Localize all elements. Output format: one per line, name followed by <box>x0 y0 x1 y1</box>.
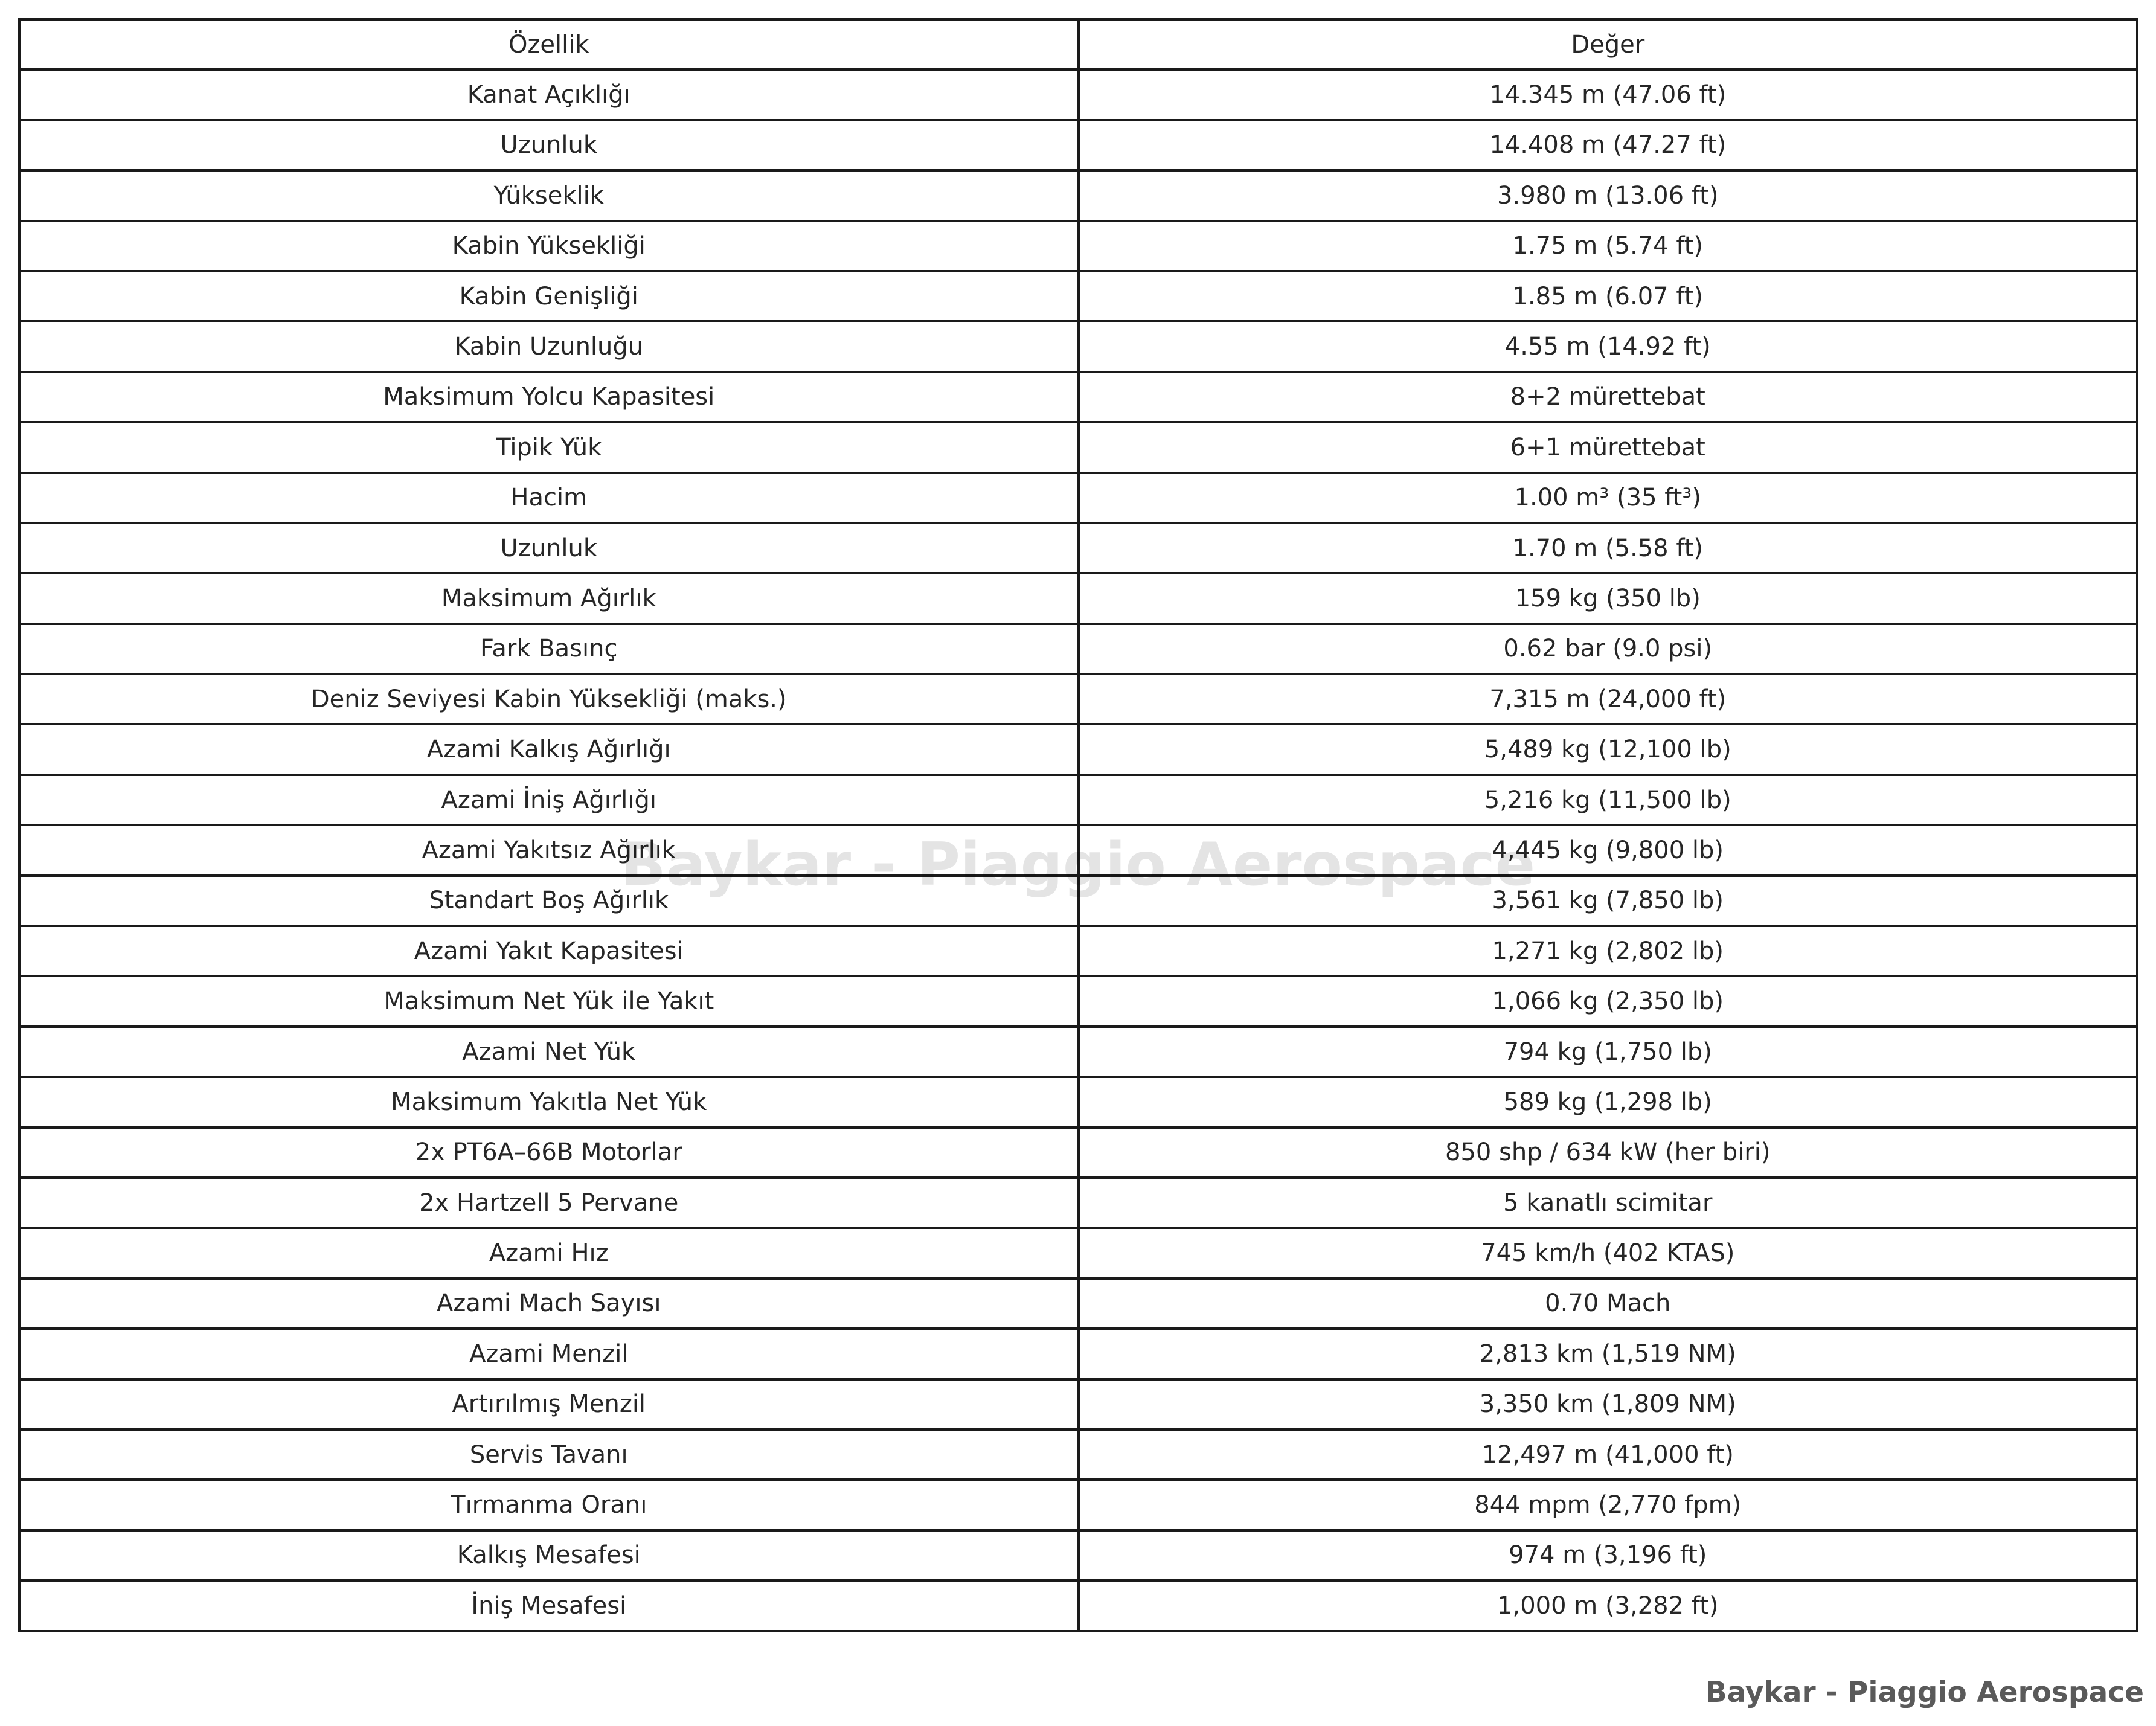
table-row <box>19 1128 2137 1178</box>
table-row <box>19 422 2137 472</box>
feature-cell: Tırmanma Oranı <box>19 1480 1079 1530</box>
table-row <box>19 321 2137 371</box>
feature-cell: Tipik Yük <box>19 422 1079 472</box>
value-cell: 1.75 m (5.74 ft) <box>1079 221 2138 271</box>
table-row <box>19 1480 2137 1530</box>
feature-cell: Artırılmış Menzil <box>19 1379 1079 1429</box>
value-cell: 3,350 km (1,809 NM) <box>1079 1379 2138 1429</box>
table-row <box>19 372 2137 422</box>
table-row <box>19 573 2137 623</box>
table-row <box>19 1228 2137 1278</box>
table-row <box>19 69 2137 120</box>
value-cell: 2,813 km (1,519 NM) <box>1079 1329 2138 1379</box>
feature-cell: Kabin Genişliği <box>19 271 1079 321</box>
value-cell: 3,561 kg (7,850 lb) <box>1079 876 2138 926</box>
table-row <box>19 674 2137 724</box>
feature-cell: Azami Hız <box>19 1228 1079 1278</box>
value-cell: 6+1 mürettebat <box>1079 422 2138 472</box>
watermark-corner: Baykar - Piaggio Aerospace <box>1705 1676 2144 1709</box>
feature-cell: Azami Yakıt Kapasitesi <box>19 926 1079 976</box>
value-cell: 844 mpm (2,770 fpm) <box>1079 1480 2138 1530</box>
value-cell: 745 km/h (402 KTAS) <box>1079 1228 2138 1278</box>
feature-cell: Fark Basınç <box>19 624 1079 674</box>
value-cell: 1,066 kg (2,350 lb) <box>1079 976 2138 1026</box>
feature-cell: Kabin Uzunluğu <box>19 321 1079 371</box>
value-cell: 1,271 kg (2,802 lb) <box>1079 926 2138 976</box>
value-cell: 3.980 m (13.06 ft) <box>1079 170 2138 220</box>
feature-cell: Maksimum Ağırlık <box>19 573 1079 623</box>
feature-cell: Maksimum Yakıtla Net Yük <box>19 1077 1079 1127</box>
feature-cell: Azami Kalkış Ağırlığı <box>19 724 1079 774</box>
feature-cell: Hacim <box>19 473 1079 523</box>
table-row <box>19 1027 2137 1077</box>
header-value: Değer <box>1079 19 2138 69</box>
table-row <box>19 1329 2137 1379</box>
value-cell: 4,445 kg (9,800 lb) <box>1079 825 2138 875</box>
value-cell: 1.00 m³ (35 ft³) <box>1079 473 2138 523</box>
value-cell: 159 kg (350 lb) <box>1079 573 2138 623</box>
header-row <box>19 19 2137 69</box>
table-row <box>19 1178 2137 1228</box>
feature-cell: İniş Mesafesi <box>19 1580 1079 1631</box>
feature-cell: Maksimum Yolcu Kapasitesi <box>19 372 1079 422</box>
table-row <box>19 624 2137 674</box>
table-row <box>19 926 2137 976</box>
feature-cell: Standart Boş Ağırlık <box>19 876 1079 926</box>
table-row <box>19 724 2137 774</box>
value-cell: 850 shp / 634 kW (her biri) <box>1079 1128 2138 1178</box>
value-cell: 14.408 m (47.27 ft) <box>1079 120 2138 170</box>
table-row <box>19 120 2137 170</box>
watermark-center: Baykar - Piaggio Aerospace <box>620 830 1536 899</box>
value-cell: 0.62 bar (9.0 psi) <box>1079 624 2138 674</box>
table-row <box>19 170 2137 220</box>
feature-cell: Yükseklik <box>19 170 1079 220</box>
feature-cell: 2x PT6A–66B Motorlar <box>19 1128 1079 1178</box>
header-feature: Özellik <box>19 19 1079 69</box>
feature-cell: Azami Yakıtsız Ağırlık <box>19 825 1079 875</box>
value-cell: 0.70 Mach <box>1079 1278 2138 1329</box>
table-row <box>19 1580 2137 1631</box>
table-body <box>19 69 2137 1631</box>
feature-cell: Uzunluk <box>19 120 1079 170</box>
feature-cell: Deniz Seviyesi Kabin Yüksekliği (maks.) <box>19 674 1079 724</box>
feature-cell: Kalkış Mesafesi <box>19 1530 1079 1580</box>
value-cell: 7,315 m (24,000 ft) <box>1079 674 2138 724</box>
value-cell: 5,216 kg (11,500 lb) <box>1079 775 2138 825</box>
table-row <box>19 473 2137 523</box>
table-row <box>19 825 2137 875</box>
feature-cell: 2x Hartzell 5 Pervane <box>19 1178 1079 1228</box>
table-row <box>19 1530 2137 1580</box>
table-row <box>19 1379 2137 1429</box>
value-cell: 794 kg (1,750 lb) <box>1079 1027 2138 1077</box>
feature-cell: Uzunluk <box>19 523 1079 573</box>
feature-cell: Azami Menzil <box>19 1329 1079 1379</box>
table-row <box>19 1278 2137 1329</box>
table-row <box>19 976 2137 1026</box>
table-row <box>19 271 2137 321</box>
value-cell: 5,489 kg (12,100 lb) <box>1079 724 2138 774</box>
feature-cell: Azami Net Yük <box>19 1027 1079 1077</box>
value-cell: 5 kanatlı scimitar <box>1079 1178 2138 1228</box>
table-row <box>19 1429 2137 1480</box>
value-cell: 589 kg (1,298 lb) <box>1079 1077 2138 1127</box>
feature-cell: Maksimum Net Yük ile Yakıt <box>19 976 1079 1026</box>
table-row <box>19 1077 2137 1127</box>
value-cell: 1.85 m (6.07 ft) <box>1079 271 2138 321</box>
feature-cell: Kanat Açıklığı <box>19 69 1079 120</box>
table-row <box>19 775 2137 825</box>
feature-cell: Kabin Yüksekliği <box>19 221 1079 271</box>
value-cell: 12,497 m (41,000 ft) <box>1079 1429 2138 1480</box>
feature-cell: Servis Tavanı <box>19 1429 1079 1480</box>
table-row <box>19 221 2137 271</box>
value-cell: 974 m (3,196 ft) <box>1079 1530 2138 1580</box>
table-row <box>19 876 2137 926</box>
value-cell: 8+2 mürettebat <box>1079 372 2138 422</box>
feature-cell: Azami İniş Ağırlığı <box>19 775 1079 825</box>
feature-cell: Azami Mach Sayısı <box>19 1278 1079 1329</box>
spec-table <box>18 18 2138 1632</box>
value-cell: 1,000 m (3,282 ft) <box>1079 1580 2138 1631</box>
value-cell: 14.345 m (47.06 ft) <box>1079 69 2138 120</box>
value-cell: 4.55 m (14.92 ft) <box>1079 321 2138 371</box>
value-cell: 1.70 m (5.58 ft) <box>1079 523 2138 573</box>
table-row <box>19 523 2137 573</box>
